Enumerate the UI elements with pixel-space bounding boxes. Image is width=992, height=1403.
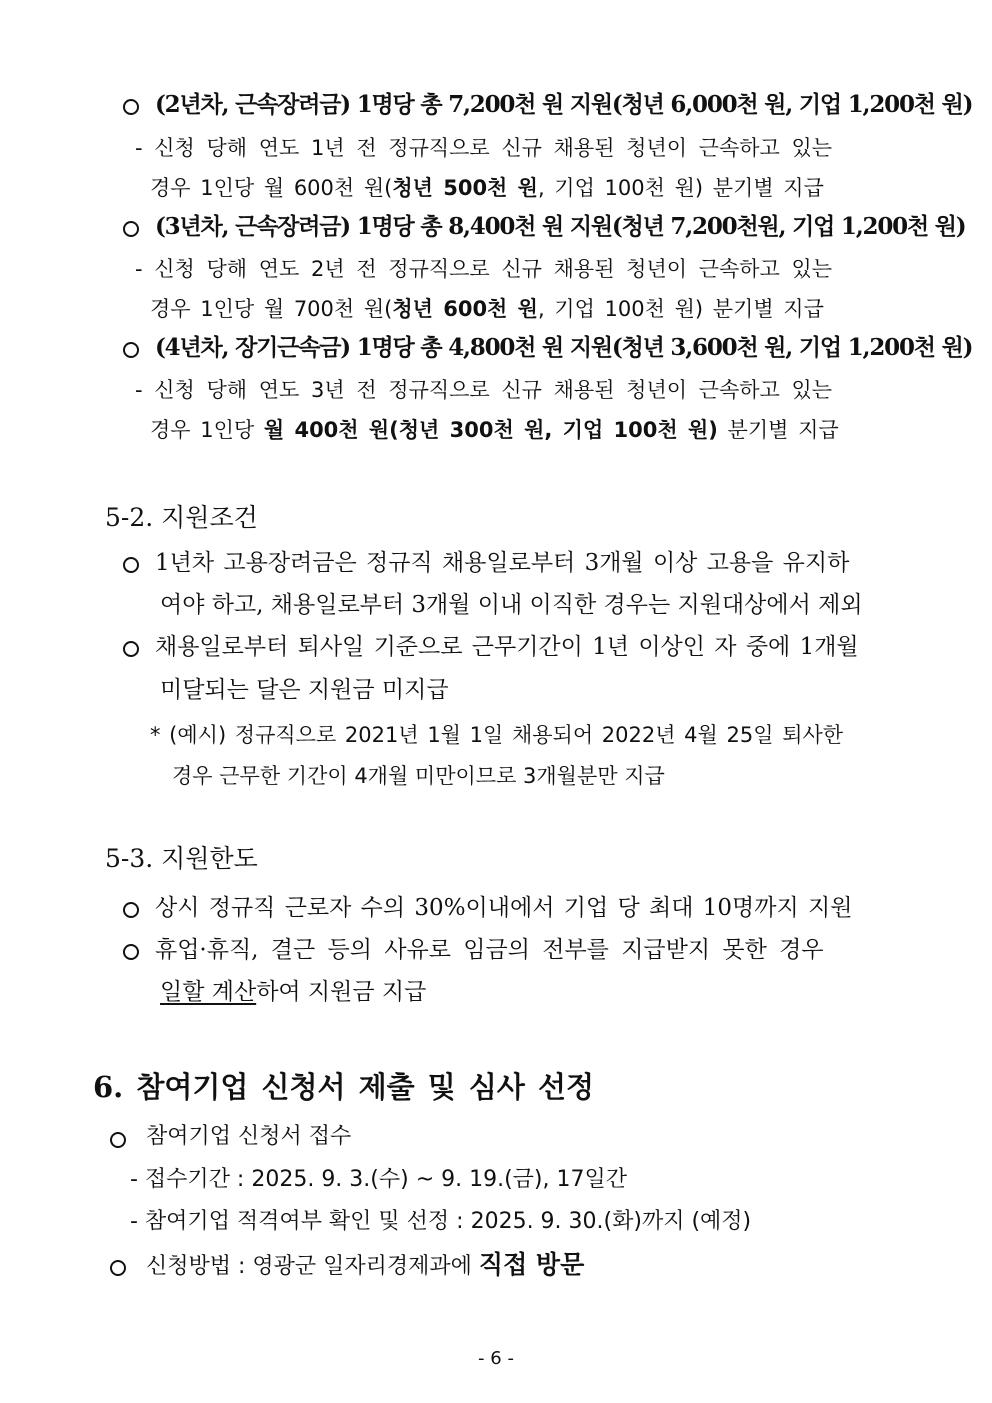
bullet-circle — [123, 944, 139, 960]
application-method — [146, 1250, 584, 1282]
condition-1-line-2: 여야 하고, 채용일로부터 3개월 이내 이직한 경우는 지원대상에서 제외 — [160, 592, 863, 618]
detail-text: , 기업 100천 원) 분기별 지급 — [537, 297, 824, 321]
support-item-4th-year-detail — [150, 415, 839, 445]
limit-2-text: 하여 지원금 지급 — [256, 979, 427, 1005]
support-item-2nd-year-desc: - 신청 당해 연도 1년 전 정규직으로 신규 채용된 청년이 근속하고 있는 — [135, 136, 833, 160]
detail-text: 분기별 지급 — [717, 418, 839, 442]
bullet-circle — [123, 902, 139, 918]
application-method-text: 신청방법 : 영광군 일자리경제과에 — [146, 1254, 479, 1279]
detail-bold: 청년 600천 원 — [392, 297, 538, 321]
page-number: - 6 - — [478, 1348, 514, 1369]
support-item-2nd-year-detail — [150, 173, 824, 203]
application-receipt: 참여기업 신청서 접수 — [146, 1124, 352, 1149]
condition-example-line-2: 경우 근무한 기간이 4개월 미만이므로 3개월분만 지급 — [172, 764, 665, 788]
detail-text: 경우 1인당 — [150, 418, 264, 442]
detail-text: , 기업 100천 원) 분기별 지급 — [537, 176, 824, 200]
condition-1-line-1: 1년차 고용장려금은 정규직 채용일로부터 3개월 이상 고용을 유지하 — [155, 550, 850, 576]
support-item-4th-year: (4년차, 장기근속금) 1명당 총 4,800천 원 지원(청년 3,600천 원, 기업 1,200천 원) — [155, 334, 973, 361]
condition-2-line-2: 미달되는 달은 지원금 미지급 — [160, 677, 449, 703]
selection-date: - 참여기업 적격여부 확인 및 선정 : 2025. 9. 30.(화)까지 (예정) — [130, 1209, 752, 1234]
section-5-3-heading: 5-3. 지원한도 — [105, 844, 258, 873]
bullet-circle — [123, 557, 139, 573]
limit-2-line-1: 휴업·휴직, 결근 등의 사유로 임금의 전부를 지급받지 못한 경우 — [155, 937, 824, 963]
application-method-bold: 직접 방문 — [478, 1250, 585, 1279]
support-item-3rd-year-desc: - 신청 당해 연도 2년 전 정규직으로 신규 채용된 청년이 근속하고 있는 — [135, 257, 833, 281]
detail-text: 경우 1인당 월 700천 원( — [150, 297, 393, 321]
underlined-text: 일할 계산 — [160, 979, 257, 1005]
support-item-3rd-year: (3년차, 근속장려금) 1명당 총 8,400천 원 지원(청년 7,200천원, 기업 1,200천 원) — [155, 213, 966, 240]
detail-bold: 월 400천 원(청년 300천 원, 기업 100천 원) — [263, 418, 718, 442]
bullet-circle — [123, 342, 139, 358]
support-item-2nd-year: (2년차, 근속장려금) 1명당 총 7,200천 원 지원(청년 6,000천 원, 기업 1,200천 원) — [155, 91, 973, 118]
bullet-circle — [123, 641, 139, 657]
support-item-4th-year-desc: - 신청 당해 연도 3년 전 정규직으로 신규 채용된 청년이 근속하고 있는 — [135, 378, 833, 402]
limit-1: 상시 정규직 근로자 수의 30%이내에서 기업 당 최대 10명까지 지원 — [155, 895, 853, 921]
section-5-2-heading: 5-2. 지원조건 — [105, 503, 258, 532]
detail-text: 경우 1인당 월 600천 원( — [150, 176, 393, 200]
support-item-3rd-year-detail — [150, 294, 824, 324]
bullet-circle — [110, 1260, 126, 1276]
bullet-circle — [123, 99, 139, 115]
limit-2-line-2 — [160, 977, 426, 1007]
condition-2-line-1: 채용일로부터 퇴사일 기준으로 근무기간이 1년 이상인 자 중에 1개월 — [155, 634, 859, 660]
bullet-circle — [123, 221, 139, 237]
condition-example-line-1: * (예시) 정규직으로 2021년 1월 1일 채용되어 2022년 4월 25일 퇴사한 — [150, 723, 844, 747]
section-6-heading: 6. 참여기업 신청서 제출 및 심사 선정 — [93, 1070, 595, 1104]
application-period: - 접수기간 : 2025. 9. 3.(수) ~ 9. 19.(금), 17일간 — [130, 1167, 627, 1192]
bullet-circle — [110, 1132, 126, 1148]
detail-bold: 청년 500천 원 — [392, 176, 538, 200]
